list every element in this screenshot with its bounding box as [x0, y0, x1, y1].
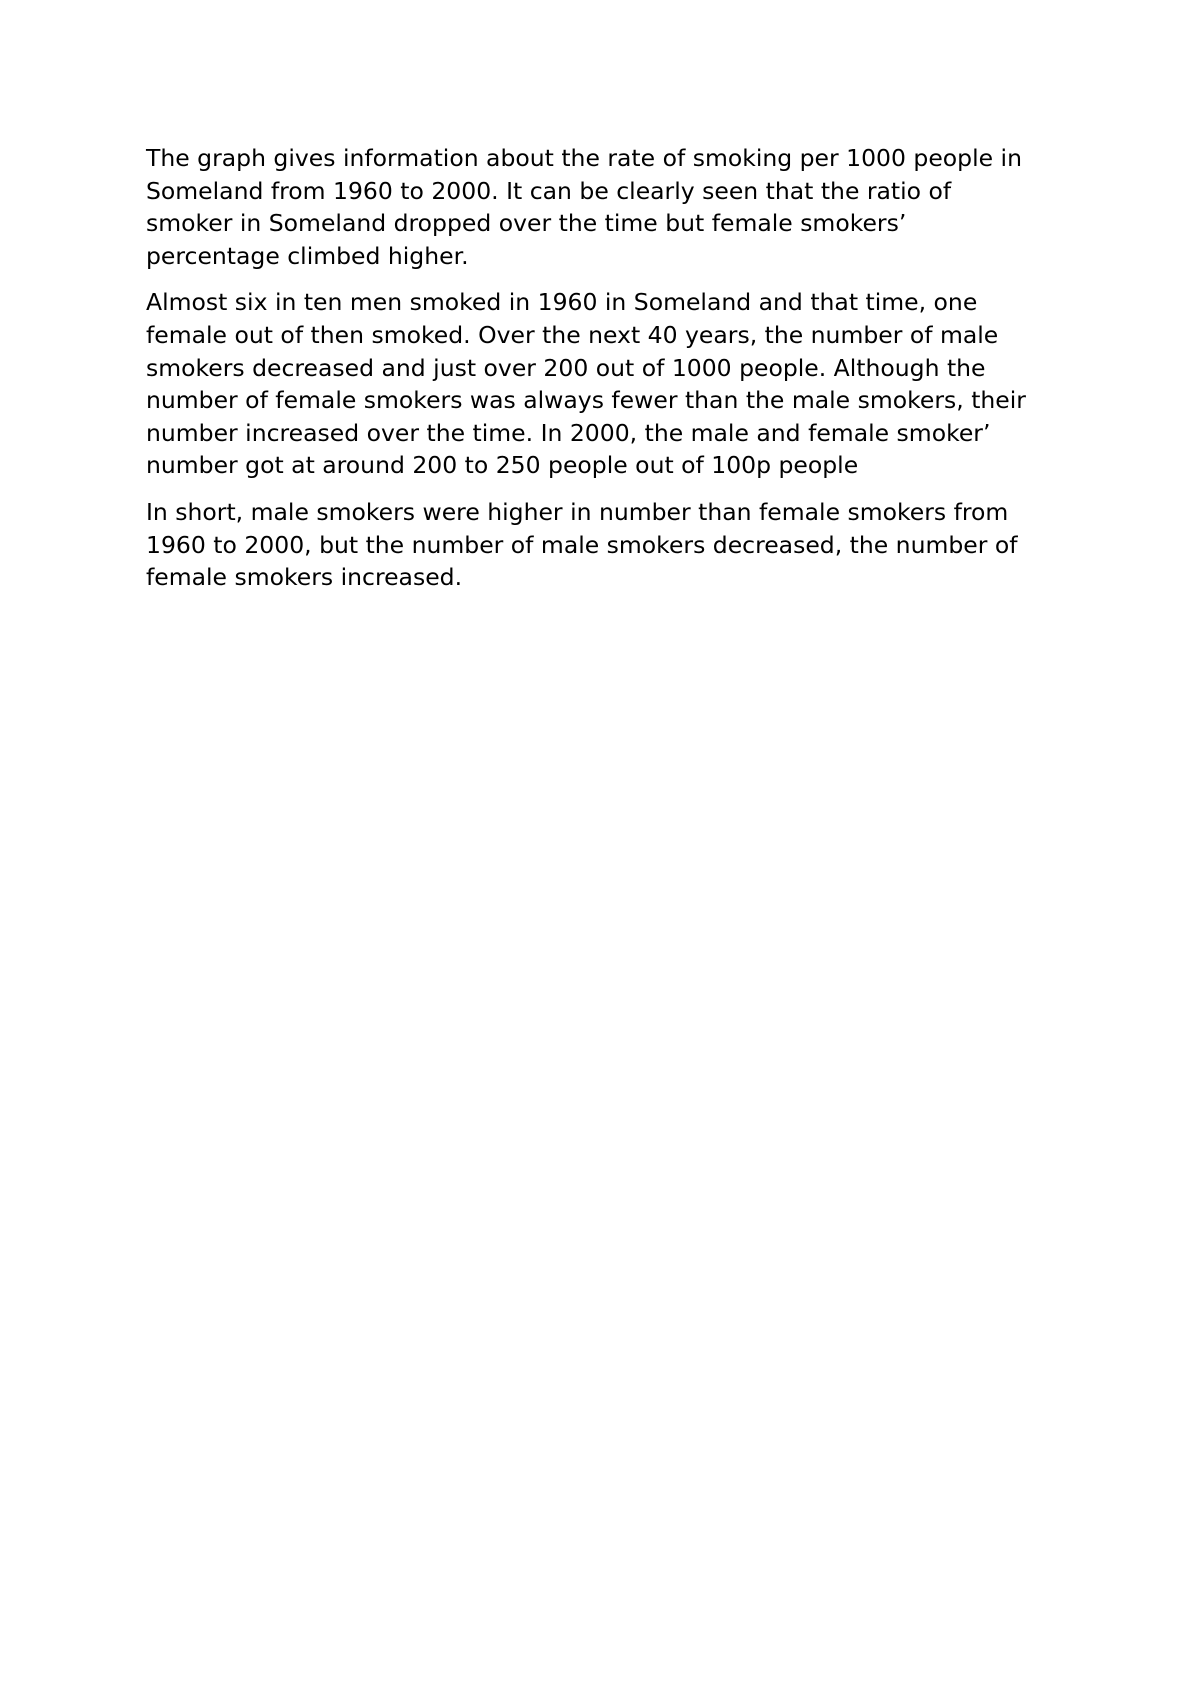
- paragraph-3: In short, male smokers were higher in number than female smokers from 1960 to 2000, but the number of male smokers decreased, the number of female smokers increased.: [146, 497, 1018, 592]
- paragraph-1: The graph gives information about the rate of smoking per 1000 people in Someland from 1960 to 2000. It can be clearly seen that the ratio of smoker in Someland dropped over the time but female smokers’ percentage climbed higher.: [146, 144, 1022, 270]
- paragraph-2: Almost six in ten men smoked in 1960 in Someland and that time, one female out of then smoked. Over the next 40 years, the number of male smokers decreased and just over 200 out of 1000 people. Although the number of female smokers was always fewer than the male smokers, their number increased over the time. In 2000, the male and female smoker’ number got at around 200 to 250 people out of 100p people: [146, 288, 1026, 480]
- document-body: [146, 142, 1076, 608]
